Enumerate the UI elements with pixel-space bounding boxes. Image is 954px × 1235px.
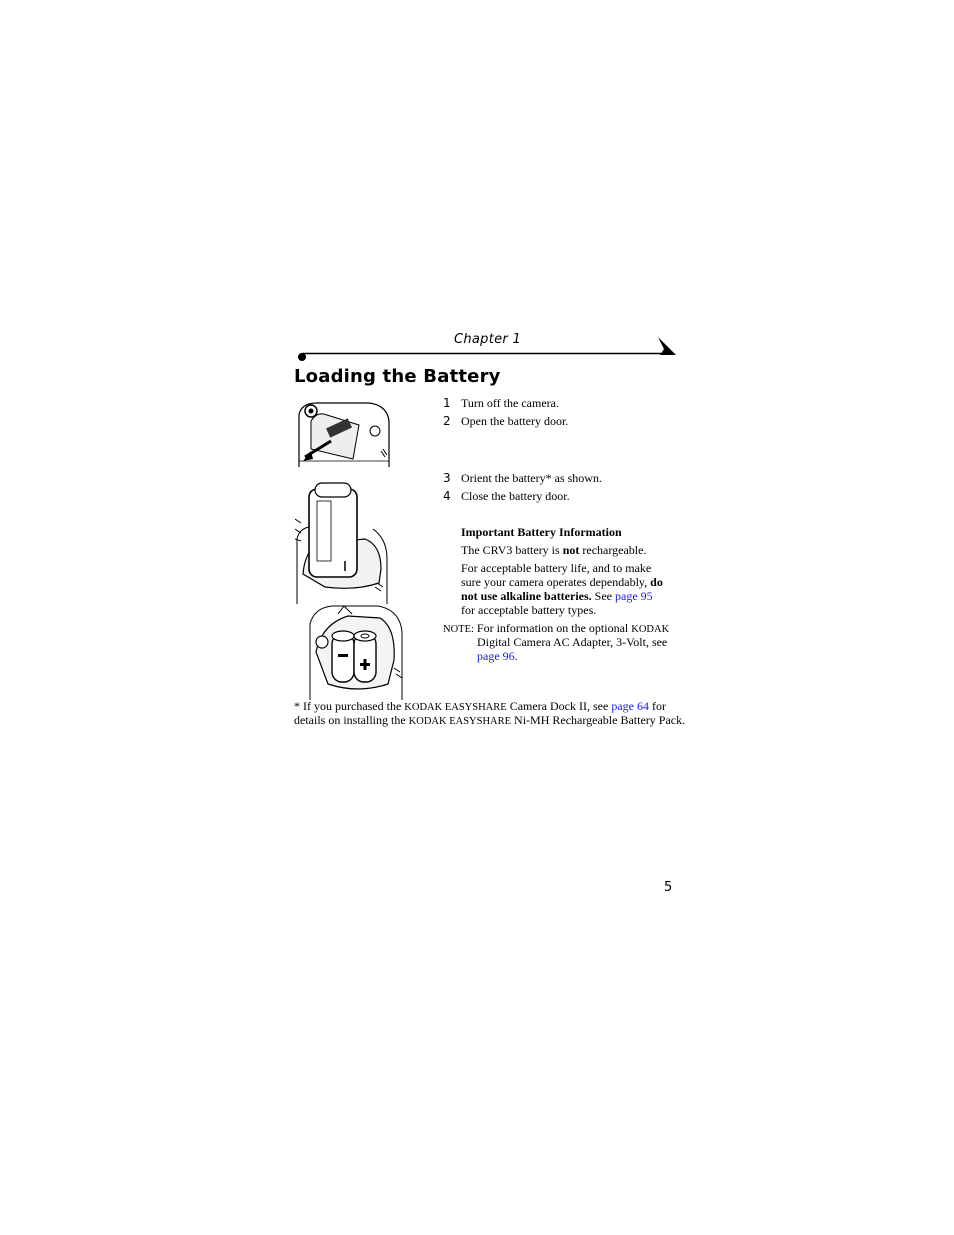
life-line-2-text: sure your camera operates dependably, xyxy=(461,575,651,589)
step-text: Close the battery door. xyxy=(461,489,570,503)
aa-battery-insert-illustration xyxy=(308,604,408,700)
step-1 xyxy=(443,396,559,411)
crv3-text-post: rechargeable. xyxy=(579,543,647,557)
life-line-1: For acceptable battery life, and to make xyxy=(461,561,652,575)
step-3 xyxy=(443,471,602,486)
header-rule-graphic xyxy=(296,335,680,361)
note-brand: KODAK xyxy=(631,624,670,635)
crv3-note xyxy=(461,543,646,557)
footnote-text-post: Ni-MH Rechargeable Battery Pack. xyxy=(511,713,686,727)
footnote-brand: KODAK EASYSHARE xyxy=(408,716,512,727)
footnote-text-mid: Camera Dock II, see xyxy=(506,699,612,713)
page-title: Loading the Battery xyxy=(294,366,501,387)
step-text: Orient the battery* as shown. xyxy=(461,471,602,485)
step-number: 4 xyxy=(443,489,451,503)
crv3-text-pre: The CRV3 battery is xyxy=(461,543,563,557)
footnote-text: details on installing the xyxy=(294,713,409,727)
chapter-header: Chapter 1 xyxy=(454,332,522,347)
life-line-3 xyxy=(461,589,653,603)
step-text: Open the battery door. xyxy=(461,414,569,428)
step-text: Turn off the camera. xyxy=(461,396,559,410)
life-line-3-text: See xyxy=(591,589,615,603)
footnote-text: * If you purchased the xyxy=(294,699,405,713)
note-text: For information on the optional xyxy=(473,621,632,635)
step-2 xyxy=(443,414,568,429)
step-number: 2 xyxy=(443,414,451,428)
info-heading: Important Battery Information xyxy=(461,525,622,539)
life-line-3-bold: not use alkaline batteries. xyxy=(461,589,592,603)
step-number: 1 xyxy=(443,396,451,410)
page-number: 5 xyxy=(664,880,673,895)
battery-insert-illustration xyxy=(295,479,391,604)
note-line-2: Digital Camera AC Adapter, 3-Volt, see xyxy=(477,635,668,649)
crv3-text-bold: not xyxy=(562,543,580,557)
step-number: 3 xyxy=(443,471,451,485)
note-end: . xyxy=(514,649,518,663)
page-64-link[interactable]: page 64 xyxy=(611,699,649,713)
life-line-4: for acceptable battery types. xyxy=(461,603,597,617)
page-96-link[interactable]: page 96 xyxy=(477,649,515,663)
note-line-3 xyxy=(477,649,518,663)
footnote-line-2 xyxy=(294,713,685,729)
camera-door-open-illustration xyxy=(297,401,393,467)
step-4 xyxy=(443,489,570,504)
life-line-2 xyxy=(461,575,663,589)
footnote-text-post: for xyxy=(648,699,666,713)
footnote-brand: KODAK EASYSHARE xyxy=(404,702,507,713)
note-label: NOTE: xyxy=(443,624,474,635)
life-line-2-bold: do xyxy=(650,575,663,589)
page-95-link[interactable]: page 95 xyxy=(615,589,653,603)
